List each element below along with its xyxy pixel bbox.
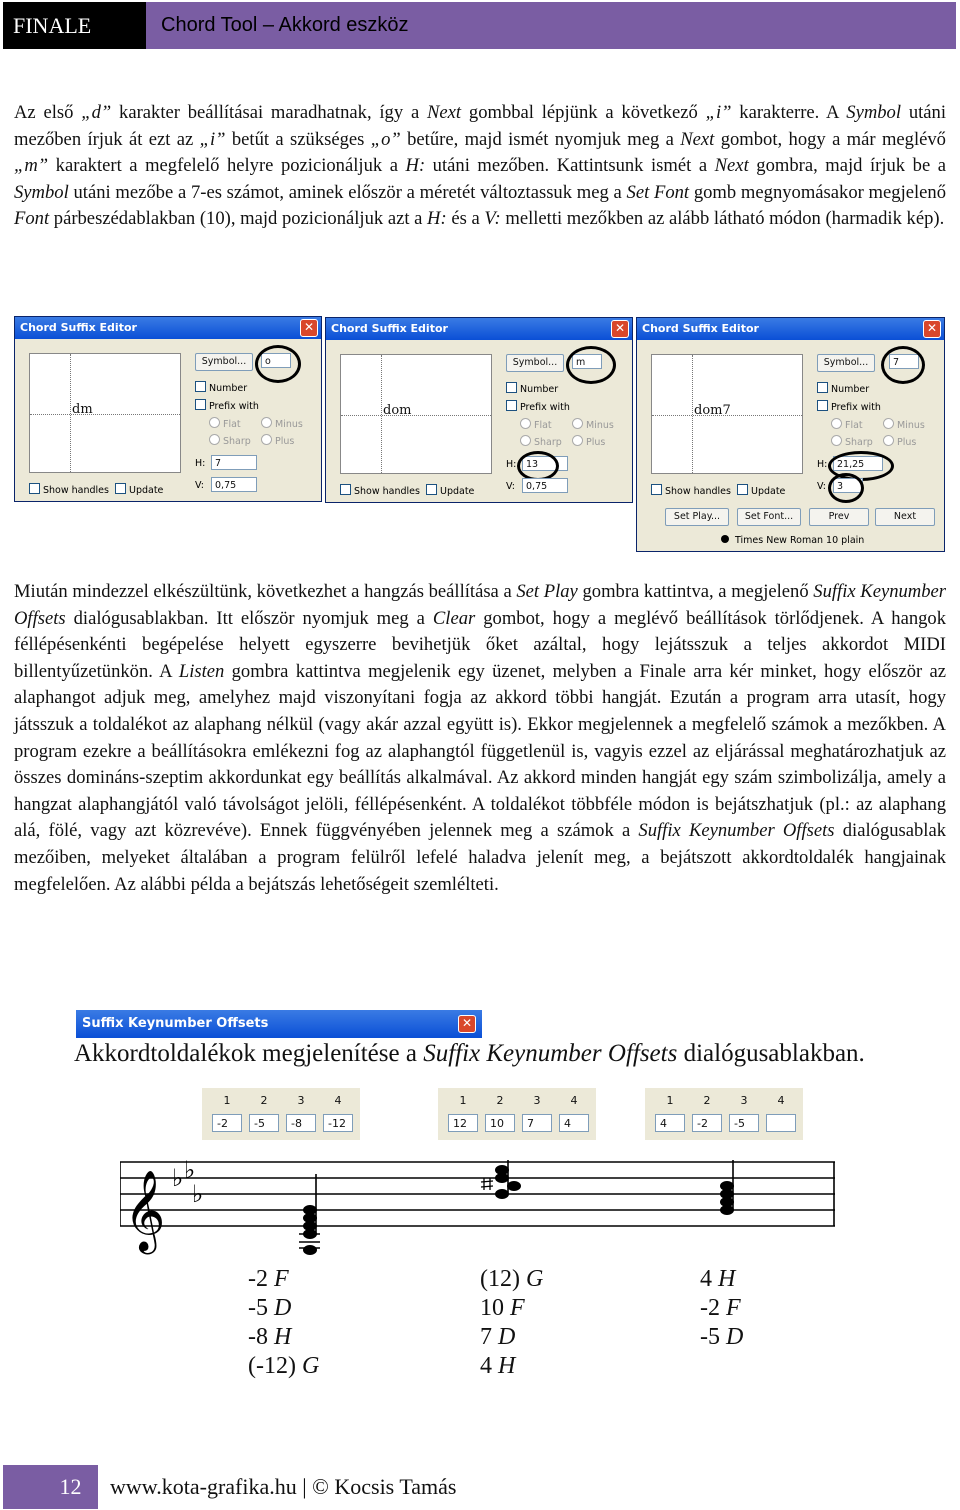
radio-icon xyxy=(831,418,842,429)
offset-number: -8 xyxy=(248,1324,274,1350)
minus-radio-label: Minus xyxy=(897,420,925,431)
offset-field[interactable]: -2 xyxy=(692,1114,722,1132)
v-label: V: xyxy=(506,481,515,492)
v-field[interactable]: 0,75 xyxy=(211,477,257,492)
offset-index: 1 xyxy=(666,1094,674,1107)
offset-index: 4 xyxy=(334,1094,342,1107)
note-name: G xyxy=(525,1266,544,1292)
text-run: utáni mezőben. Kattintsunk ismét a xyxy=(425,155,715,177)
text-run: utáni mezőben írjuk át ezt az xyxy=(14,102,946,150)
symbol-button[interactable]: Symbol... xyxy=(817,354,875,372)
font-info: Times New Roman 10 plain xyxy=(735,535,865,546)
music-staff xyxy=(120,1150,835,1260)
italic-term: Font xyxy=(14,208,50,230)
dialog-title: Chord Suffix Editor xyxy=(20,321,137,334)
highlight-ring xyxy=(255,345,301,383)
chord-suffix-editor-3 xyxy=(636,317,945,552)
prefix-checkbox-label: Prefix with xyxy=(520,402,570,413)
h-field[interactable]: 21,25 xyxy=(833,456,883,471)
number-checkbox-label: Number xyxy=(831,384,870,395)
text-run: gombra kattintva megjelenik egy üzenet, melyben a Finale arra kér minket, hogy először az alaphangot adjuk meg, amelyhez majd viszonyítani fogja az akkord többi hangját. Ezután a program arra utasít, hogy játsszuk a toldalékot az alaphang nélkül (vagy akár azzal együtt is). Ekkor megjelennek a megfelelő számok a mezőkben. A program ezekre a beállításokra emlékezni fog az alaphangtól függetlenül is, vagyis ezzel az eljárással meghatározhatjuk az összes domináns-szeptim akkordunkat egy beállítás alkalmával. Az akkord minden hangját egy szám szimbolizálja, amely a hangzat alaphangjától való távolságot jelöli, féllépésenként. A toldalékot többféle módon is bejátszhatjuk (pl.: az alaphang alá, fölé, vagy azt közrevéve). Ennek függvényében jelennek meg a számok a xyxy=(14,660,946,842)
offset-row xyxy=(248,1352,319,1381)
sharp-radio-label: Sharp xyxy=(845,437,873,448)
close-icon[interactable]: ✕ xyxy=(923,320,941,338)
offset-index: 1 xyxy=(223,1094,231,1107)
chord-suffix-editor-1 xyxy=(14,316,322,502)
italic-term: Next xyxy=(680,128,715,150)
radio-icon xyxy=(520,418,531,429)
h-field[interactable]: 7 xyxy=(211,455,257,470)
text-run: gomb megnyomásakor megjelenő xyxy=(689,181,947,203)
minus-radio-label: Minus xyxy=(586,420,614,431)
offset-column xyxy=(700,1265,743,1352)
update-label: Update xyxy=(751,486,786,497)
set-font-button[interactable]: Set Font... xyxy=(737,508,801,526)
note-name: H xyxy=(274,1324,292,1350)
offset-number: 4 xyxy=(480,1353,498,1379)
text-run: karaktert a megfelelő helyre pozicionáljuk a xyxy=(48,155,406,177)
offset-index: 1 xyxy=(459,1094,467,1107)
treble-clef-icon: 𝄞 xyxy=(124,1169,166,1251)
checkbox-icon xyxy=(817,382,828,393)
text-run: gombot, hogy a meglévő beállítások törlődjenek. A hangok féllépésenkénti begépelése helyett egyszerre bevihetjük őket azáltal, hogy lejátsszuk a teljes akkordot MIDI billentyűzetünkön. A xyxy=(14,607,947,682)
note-name: G xyxy=(301,1353,320,1379)
italic-term: H: xyxy=(405,155,426,177)
highlight-ring xyxy=(566,346,616,384)
prefix-checkbox-label: Prefix with xyxy=(831,402,881,413)
keynumber-banner xyxy=(74,1040,865,1068)
number-checkbox-label: Number xyxy=(520,384,559,395)
keynumber-title-text: Suffix Keynumber Offsets xyxy=(82,1016,269,1031)
offset-index: 3 xyxy=(297,1094,305,1107)
page-header xyxy=(3,2,956,49)
symbol-button[interactable]: Symbol... xyxy=(506,354,564,372)
suffix-preview-canvas[interactable] xyxy=(340,354,492,474)
h-label: H: xyxy=(506,459,517,470)
text-run: betűre, majd ismét nyomjuk meg a xyxy=(400,128,681,150)
offset-row xyxy=(480,1323,543,1352)
checkbox-icon xyxy=(195,381,206,392)
offset-row xyxy=(480,1294,543,1323)
radio-icon xyxy=(883,418,894,429)
text-run: karakter beállításai maradhatnak, így a xyxy=(111,102,428,123)
italic-term: Set Font xyxy=(626,181,690,203)
highlight-ring xyxy=(828,473,864,503)
italic-term: Listen xyxy=(178,660,225,682)
radio-icon xyxy=(831,435,842,446)
h-field[interactable]: 13 xyxy=(522,456,568,471)
italic-term: Suffix Keynumber Offsets xyxy=(638,820,835,842)
offset-index: 2 xyxy=(703,1094,711,1107)
offset-row xyxy=(700,1265,743,1294)
banner-italic: Suffix Keynumber Offsets xyxy=(423,1040,678,1067)
note-name: D xyxy=(726,1324,744,1350)
italic-term: Next xyxy=(714,155,749,177)
minus-radio-label: Minus xyxy=(275,419,303,430)
prev-button[interactable]: Prev xyxy=(809,508,869,526)
dialog-title: Chord Suffix Editor xyxy=(642,322,759,335)
italic-term: „i” xyxy=(199,128,226,150)
close-icon[interactable]: ✕ xyxy=(300,319,318,337)
italic-term: Set Play xyxy=(516,581,578,602)
offset-index: 3 xyxy=(533,1094,541,1107)
text-run: gombra kattintva, a megjelenő xyxy=(577,581,814,602)
offsets-box xyxy=(438,1088,596,1140)
offset-column xyxy=(248,1265,319,1381)
offset-row xyxy=(700,1323,743,1352)
offset-field[interactable]: 4 xyxy=(559,1114,589,1132)
symbol-field[interactable]: 7 xyxy=(889,354,919,369)
checkbox-icon xyxy=(506,400,517,411)
offset-number: -5 xyxy=(248,1295,274,1321)
show-handles-label: Show handles xyxy=(354,486,420,497)
radio-icon xyxy=(261,417,272,428)
note-name: D xyxy=(274,1295,292,1321)
radio-icon xyxy=(572,435,583,446)
italic-term: Symbol xyxy=(846,102,902,123)
symbol-field[interactable]: o xyxy=(261,353,291,368)
flat-radio-label: Flat xyxy=(845,420,863,431)
checkbox-icon xyxy=(195,399,206,410)
offset-row xyxy=(248,1323,319,1352)
flat-radio-label: Flat xyxy=(534,420,552,431)
italic-term: „o” xyxy=(370,128,401,150)
close-icon[interactable]: ✕ xyxy=(458,1015,476,1033)
highlight-ring xyxy=(881,346,925,384)
italic-term: „d” xyxy=(81,102,112,123)
note-name: H xyxy=(498,1353,516,1379)
offset-column xyxy=(480,1265,543,1381)
offset-field[interactable]: -8 xyxy=(286,1114,316,1132)
checkbox-icon xyxy=(340,484,351,495)
offset-field[interactable]: -5 xyxy=(729,1114,759,1132)
note-name: F xyxy=(274,1266,289,1292)
offset-index: 4 xyxy=(570,1094,578,1107)
offset-field[interactable]: 7 xyxy=(522,1114,552,1132)
offset-index: 3 xyxy=(740,1094,748,1107)
keynumber-window-title xyxy=(76,1010,482,1038)
radio-icon xyxy=(520,435,531,446)
h-label: H: xyxy=(195,458,206,469)
text-run: gombot, hogy a már meglévő xyxy=(714,128,946,150)
note-name: F xyxy=(726,1295,741,1321)
suffix-glyph: dom xyxy=(383,403,412,418)
chord-3 xyxy=(720,1160,734,1215)
checkbox-icon xyxy=(817,400,828,411)
offset-row xyxy=(700,1294,743,1323)
italic-term: Suffix Keynumber Offsets xyxy=(14,581,947,629)
show-handles-label: Show handles xyxy=(43,485,109,496)
italic-term: Next xyxy=(427,102,462,123)
offset-number: (-12) xyxy=(248,1353,302,1379)
offset-field[interactable] xyxy=(766,1114,796,1132)
offset-field[interactable]: -2 xyxy=(212,1114,242,1132)
note-name: F xyxy=(510,1295,525,1321)
text-run: betűt a szükséges xyxy=(225,128,371,150)
v-label: V: xyxy=(817,481,826,492)
note-name: D xyxy=(498,1324,516,1350)
prefix-checkbox-label: Prefix with xyxy=(209,401,259,412)
checkbox-icon xyxy=(651,484,662,495)
page-number: 12 xyxy=(3,1465,98,1509)
sharp-radio-label: Sharp xyxy=(223,436,251,447)
italic-term: V: xyxy=(484,208,501,230)
paragraph-explanation xyxy=(14,579,946,898)
update-label: Update xyxy=(440,486,475,497)
offset-row xyxy=(248,1294,319,1323)
chord-1 xyxy=(299,1174,320,1255)
text-run: utáni mezőbe a 7-es számot, aminek először a méretét változtassuk meg a xyxy=(68,181,627,203)
note-name: H xyxy=(718,1266,736,1292)
text-run: dialógusablak mezőiben, melyeket általában a program felülről lefelé haladva jelenít meg, a bejátszott akkordtoldalék hangjainak megfelelően. Az alábbi példa a bejátszás lehetőségeit szemlélteti. xyxy=(14,820,947,895)
offset-index: 2 xyxy=(496,1094,504,1107)
offset-field[interactable]: 10 xyxy=(485,1114,515,1132)
radio-icon xyxy=(261,434,272,445)
chord-suffix-editor-2 xyxy=(325,317,633,503)
offset-row xyxy=(248,1265,319,1294)
h-label: H: xyxy=(817,459,828,470)
radio-icon xyxy=(209,434,220,445)
text-run: gombra, majd írjuk be a xyxy=(748,155,946,177)
sharp-radio-label: Sharp xyxy=(534,437,562,448)
text-run: karakterre. A xyxy=(731,102,847,123)
text-run: melletti mezőkben az alább látható módon (harmadik kép). xyxy=(500,208,945,230)
paragraph-intro xyxy=(14,100,946,233)
offset-row xyxy=(480,1352,543,1381)
v-label: V: xyxy=(195,480,204,491)
italic-term: „i” xyxy=(705,102,732,123)
show-handles-label: Show handles xyxy=(665,486,731,497)
flat-icon: ♭ xyxy=(192,1180,204,1208)
plus-radio-label: Plus xyxy=(586,437,606,448)
banner-text: Akkordtoldalékok megjelenítése a xyxy=(74,1040,424,1067)
offsets-box xyxy=(645,1088,803,1140)
checkbox-icon xyxy=(115,483,126,494)
suffix-glyph: dom7 xyxy=(694,403,731,418)
offset-field[interactable]: -5 xyxy=(249,1114,279,1132)
suffix-glyph: dm xyxy=(72,402,93,417)
highlight-ring xyxy=(517,451,559,481)
offset-number: -5 xyxy=(700,1324,726,1350)
close-icon[interactable]: ✕ xyxy=(611,320,629,338)
plus-radio-label: Plus xyxy=(897,437,917,448)
suffix-preview-canvas[interactable] xyxy=(29,353,181,473)
header-title: Chord Tool – Akkord eszköz xyxy=(161,14,409,36)
footer-text: www.kota-grafika.hu | © Kocsis Tamás xyxy=(110,1474,457,1499)
offset-field[interactable]: 4 xyxy=(655,1114,685,1132)
radio-icon xyxy=(572,418,583,429)
offset-number: -2 xyxy=(700,1295,726,1321)
offsets-box xyxy=(202,1088,360,1140)
text-run: dialógusablakban. Itt először nyomjuk meg a xyxy=(65,607,433,629)
text-run: párbeszédablakban (10), majd pozicionáljuk azt a xyxy=(49,208,428,230)
plus-radio-label: Plus xyxy=(275,436,295,447)
italic-term: „m” xyxy=(14,155,49,177)
offset-number: 7 xyxy=(480,1324,498,1350)
offset-number: 10 xyxy=(480,1295,510,1321)
radio-icon xyxy=(883,435,894,446)
set-play-button[interactable]: Set Play... xyxy=(665,508,729,526)
dialog-title: Chord Suffix Editor xyxy=(331,322,448,335)
italic-term: H: xyxy=(427,208,447,230)
offset-number: (12) xyxy=(480,1266,526,1292)
checkbox-icon xyxy=(426,484,437,495)
italic-term: Symbol xyxy=(14,181,69,203)
suffix-preview-canvas[interactable] xyxy=(651,354,803,474)
v-field[interactable]: 3 xyxy=(833,478,863,493)
offset-index: 2 xyxy=(260,1094,268,1107)
text-run: és a xyxy=(446,208,485,230)
offset-field[interactable]: 12 xyxy=(448,1114,478,1132)
chord-2 xyxy=(481,1160,521,1199)
offset-index: 4 xyxy=(777,1094,785,1107)
italic-term: Clear xyxy=(432,607,476,629)
number-checkbox-label: Number xyxy=(209,383,248,394)
symbol-field[interactable]: m xyxy=(572,354,602,369)
banner-end: dialógusablakban. xyxy=(677,1040,865,1067)
header-section-label: FINALE xyxy=(3,2,146,49)
flat-icon: ♭ xyxy=(184,1156,196,1184)
flat-icon: ♭ xyxy=(172,1164,184,1192)
bullet-icon xyxy=(721,535,729,543)
offset-field[interactable]: -12 xyxy=(323,1114,353,1132)
checkbox-icon xyxy=(29,483,40,494)
flat-radio-label: Flat xyxy=(223,419,241,430)
checkbox-icon xyxy=(737,484,748,495)
next-button[interactable]: Next xyxy=(875,508,935,526)
text-run: Az első xyxy=(14,102,82,123)
offset-number: -2 xyxy=(248,1266,274,1292)
text-run: Miután mindezzel elkészültünk, következhet a hangzás beállítása a xyxy=(14,581,517,602)
radio-icon xyxy=(209,417,220,428)
symbol-button[interactable]: Symbol... xyxy=(195,353,253,371)
checkbox-icon xyxy=(506,382,517,393)
offset-number: 4 xyxy=(700,1266,718,1292)
update-label: Update xyxy=(129,485,164,496)
text-run: gombbal lépjünk a következő xyxy=(461,102,706,123)
offset-row xyxy=(480,1265,543,1294)
v-field[interactable]: 0,75 xyxy=(522,478,568,493)
